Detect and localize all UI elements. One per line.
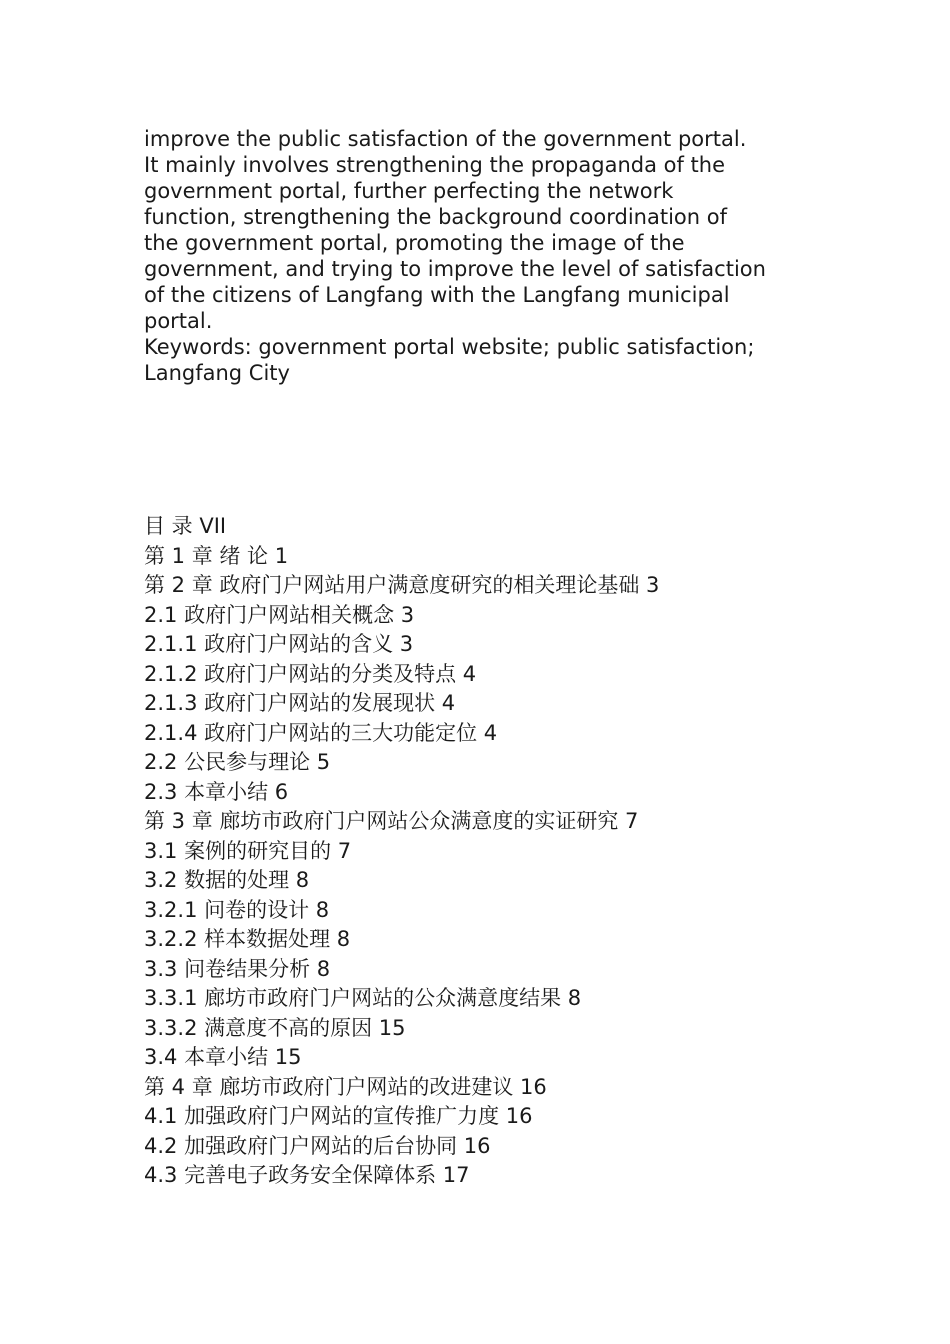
abstract-line: the government portal, promoting the image of the	[144, 231, 685, 255]
toc-entry[interactable]: 2.1.1 政府门户网站的含义 3	[144, 632, 414, 656]
toc-entry[interactable]: 第 1 章 绪 论 1	[144, 543, 289, 568]
toc-entry[interactable]: 2.1.4 政府门户网站的三大功能定位 4	[144, 720, 498, 745]
table-of-contents	[144, 512, 844, 1191]
toc-entry[interactable]: 2.1 政府门户网站相关概念 3	[144, 602, 415, 627]
abstract-line: portal.	[144, 309, 213, 333]
toc-entry[interactable]: 3.2 数据的处理 8	[144, 868, 310, 892]
abstract-section	[144, 126, 844, 386]
toc-entry[interactable]: 2.3 本章小结 6	[144, 779, 289, 804]
toc-entry[interactable]: 3.1 案例的研究目的 7	[144, 838, 352, 863]
toc-entry[interactable]: 3.3 问卷结果分析 8	[144, 956, 331, 981]
abstract-line: It mainly involves strengthening the propaganda of the	[144, 153, 726, 177]
toc-entry[interactable]: 4.1 加强政府门户网站的宣传推广力度 16	[144, 1104, 533, 1128]
keywords-line: Langfang City	[144, 361, 290, 385]
toc-entry[interactable]: 3.2.2 样本数据处理 8	[144, 927, 351, 951]
abstract-line: government, and trying to improve the level of satisfaction	[144, 257, 766, 281]
toc-entry[interactable]: 4.2 加强政府门户网站的后台协同 16	[144, 1133, 491, 1158]
toc-entry[interactable]: 第 2 章 政府门户网站用户满意度研究的相关理论基础 3	[144, 573, 660, 597]
toc-entry[interactable]: 3.4 本章小结 15	[144, 1045, 302, 1069]
abstract-line: of the citizens of Langfang with the Langfang municipal	[144, 283, 730, 307]
toc-entry[interactable]: 2.1.3 政府门户网站的发展现状 4	[144, 691, 456, 715]
abstract-line: improve the public satisfaction of the government portal.	[144, 127, 747, 151]
toc-entry[interactable]: 3.2.1 问卷的设计 8	[144, 897, 330, 922]
toc-entry[interactable]: 4.3 完善电子政务安全保障体系 17	[144, 1163, 470, 1187]
toc-heading: 目 录 VII	[144, 514, 227, 538]
toc-entry[interactable]: 3.3.1 廊坊市政府门户网站的公众满意度结果 8	[144, 986, 582, 1010]
abstract-line: government portal, further perfecting the network	[144, 179, 674, 203]
toc-entry[interactable]: 第 3 章 廊坊市政府门户网站公众满意度的实证研究 7	[144, 809, 639, 833]
toc-entry[interactable]: 第 4 章 廊坊市政府门户网站的改进建议 16	[144, 1074, 547, 1099]
abstract-line: function, strengthening the background coordination of	[144, 205, 727, 229]
toc-entry[interactable]: 2.1.2 政府门户网站的分类及特点 4	[144, 661, 477, 686]
keywords-line: Keywords: government portal website; public satisfaction;	[144, 335, 755, 359]
toc-entry[interactable]: 3.3.2 满意度不高的原因 15	[144, 1015, 406, 1040]
toc-entry[interactable]: 2.2 公民参与理论 5	[144, 750, 331, 774]
